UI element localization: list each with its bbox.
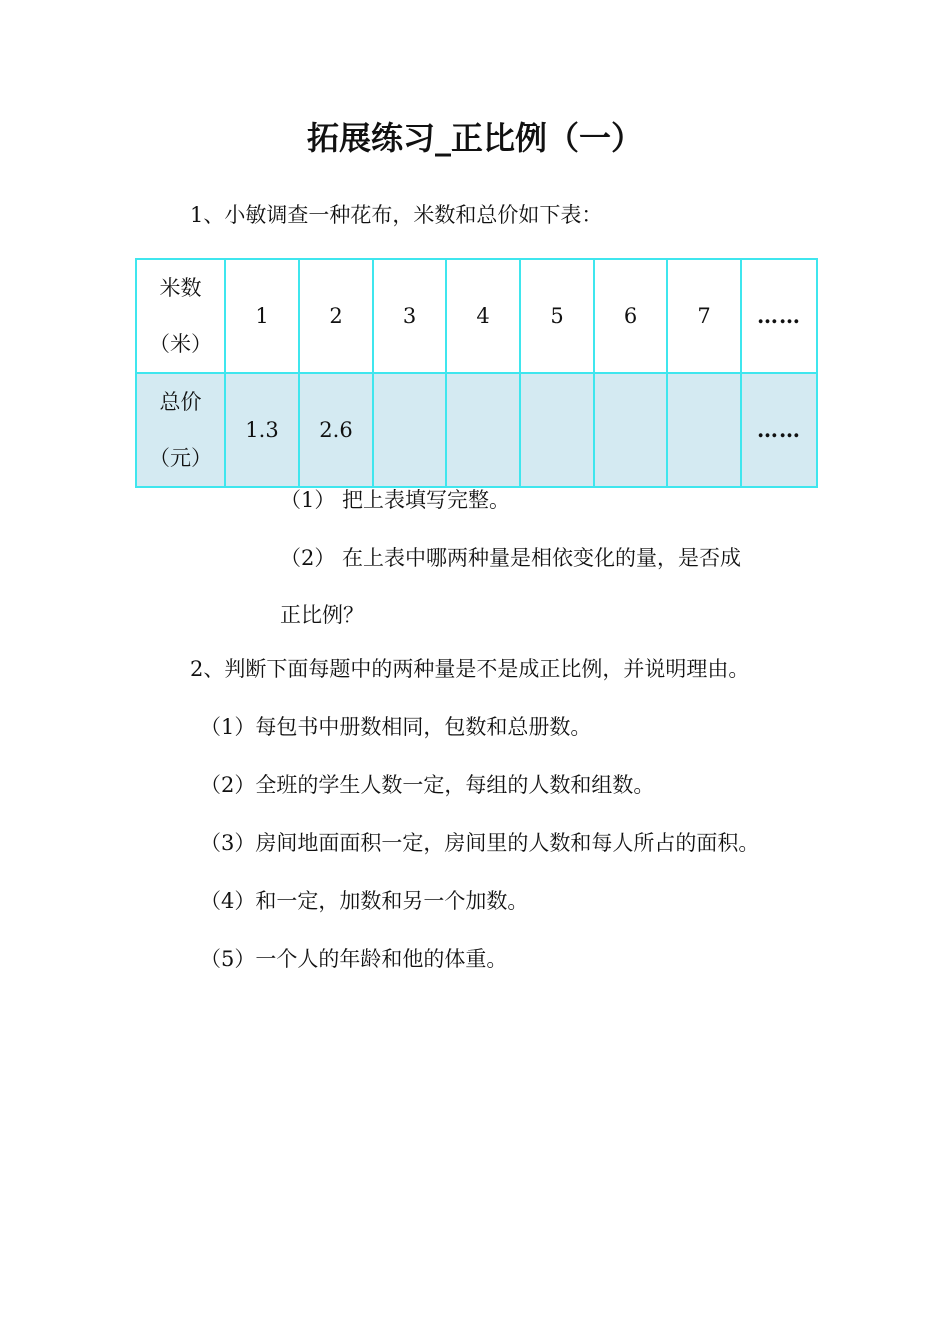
- table-cell-blank[interactable]: [373, 373, 446, 487]
- question-2-item-1: （1）每包书中册数相同，包数和总册数。: [200, 715, 592, 739]
- question-1-intro: 1、小敏调查一种花布，米数和总价如下表：: [190, 203, 603, 227]
- question-2-item-2: （2）全班的学生人数一定，每组的人数和组数。: [200, 773, 655, 797]
- question-2-intro: 2、判断下面每题中的两种量是不是成正比例，并说明理由。: [190, 657, 750, 681]
- table-cell-ellipsis: ……: [741, 259, 817, 373]
- table-cell: 4: [446, 259, 520, 373]
- row-header-meters: [136, 259, 225, 373]
- table-row-price: [136, 373, 817, 487]
- question-1-sub-2-continued: 正比例？: [280, 603, 364, 627]
- question-1-sub-1: （1） 把上表填写完整。: [280, 488, 511, 512]
- table-row-meters: [136, 259, 817, 373]
- row-header-price: [136, 373, 225, 487]
- question-2-item-5: （5）一个人的年龄和他的体重。: [200, 947, 508, 971]
- price-table: [135, 258, 818, 488]
- table-cell: 1.3: [225, 373, 299, 487]
- row-header-meters-unit: （米）: [149, 332, 212, 356]
- table-cell: 2.6: [299, 373, 373, 487]
- row-header-price-label: 总价: [159, 390, 202, 414]
- question-2-item-3: （3）房间地面面积一定，房间里的人数和每人所占的面积。: [200, 831, 760, 855]
- table-cell-blank[interactable]: [520, 373, 594, 487]
- table-cell-blank[interactable]: [594, 373, 667, 487]
- table-cell: 7: [667, 259, 741, 373]
- table-cell-ellipsis: ……: [741, 373, 817, 487]
- page-title: 拓展练习_正比例（一）: [306, 119, 643, 157]
- question-2-item-4: （4）和一定，加数和另一个加数。: [200, 889, 529, 913]
- table-cell: 5: [520, 259, 594, 373]
- table-cell: 2: [299, 259, 373, 373]
- table-cell-blank[interactable]: [667, 373, 741, 487]
- question-1-sub-2: （2） 在上表中哪两种量是相依变化的量，是否成: [280, 546, 742, 570]
- table-cell: 1: [225, 259, 299, 373]
- table-cell: 3: [373, 259, 446, 373]
- row-header-meters-label: 米数: [159, 276, 202, 300]
- table-cell: 6: [594, 259, 667, 373]
- table-cell-blank[interactable]: [446, 373, 520, 487]
- row-header-price-unit: （元）: [149, 446, 212, 470]
